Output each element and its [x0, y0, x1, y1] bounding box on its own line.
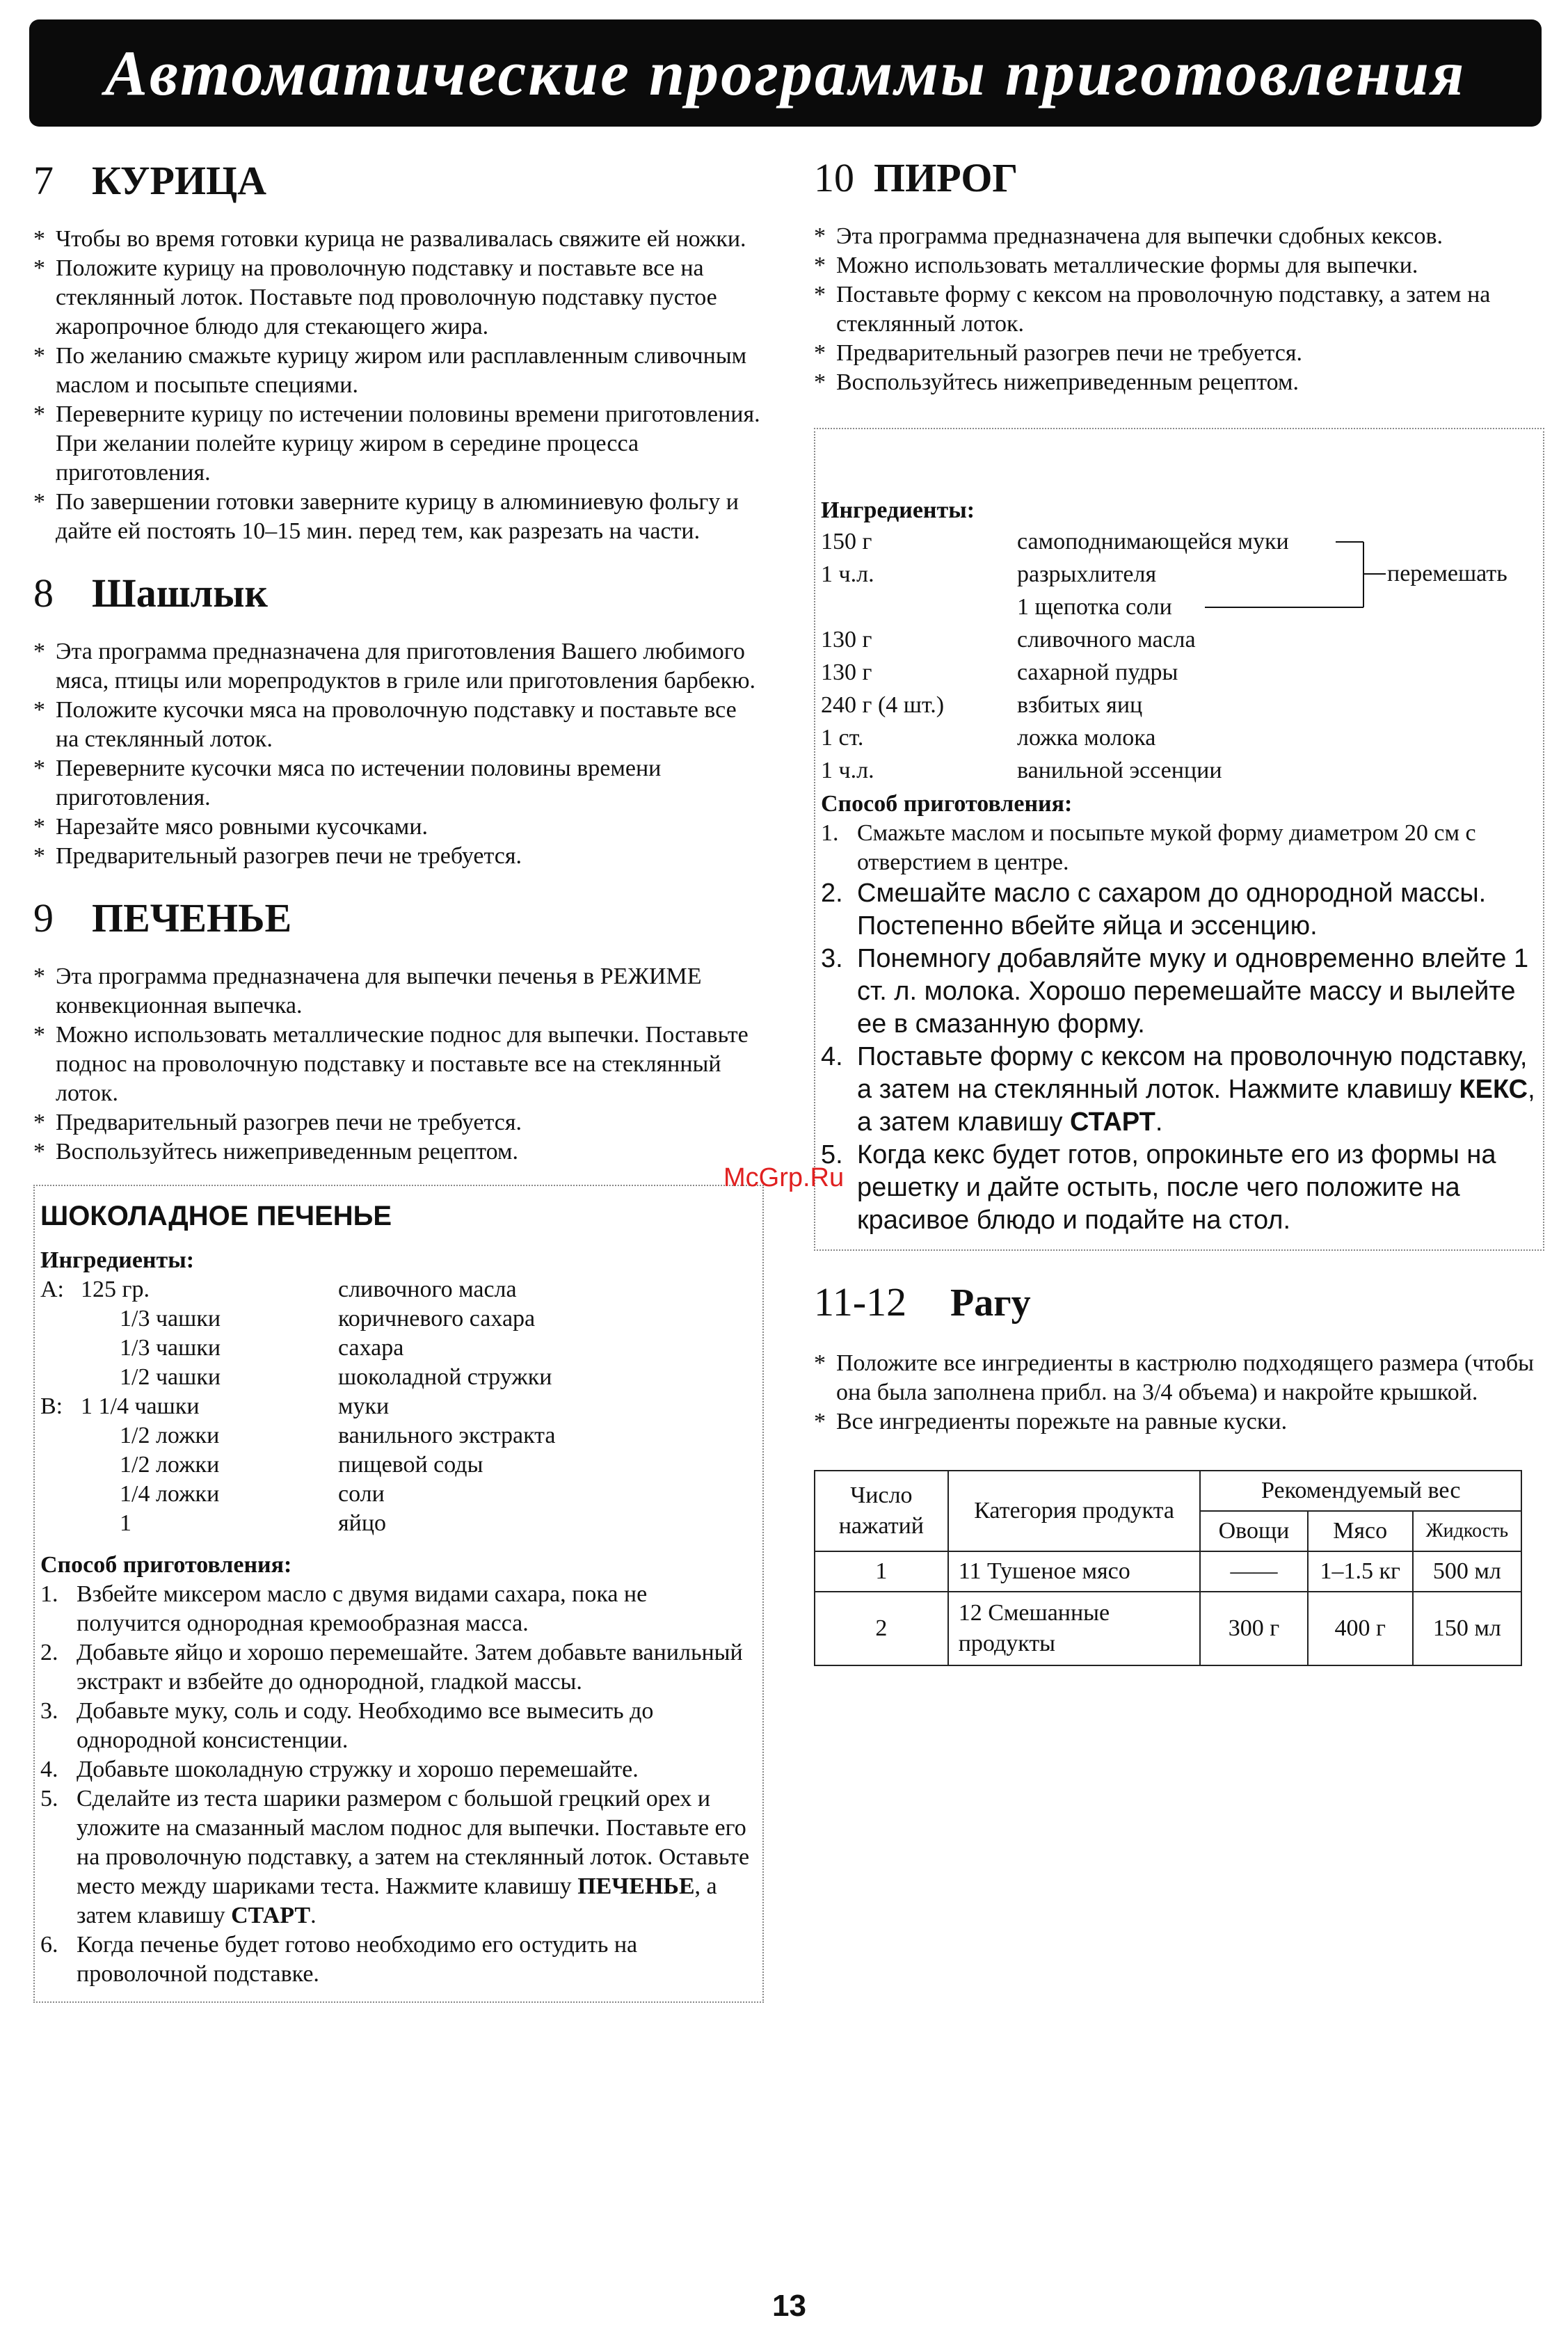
- step-text: Поставьте форму с кексом на проволочную подставку, а затем на стеклянный лоток. Нажмите клавишу: [857, 1042, 1528, 1104]
- ingredient-row: [40, 1450, 755, 1480]
- bullet: * Предварительный разогрев печи не требуется.: [814, 339, 1544, 368]
- bullet: * Воспользуйтесь нижеприведенным рецептом.: [814, 368, 1544, 397]
- recipe-cake: [814, 428, 1544, 1251]
- cell-category: 11 Тушеное мясо: [948, 1551, 1201, 1592]
- ingredient-name: 1 щепотка соли: [1017, 594, 1172, 620]
- right-column: [814, 146, 1544, 1666]
- cell-press: 2: [815, 1592, 948, 1665]
- ingredient-qty: 125 гр.: [81, 1277, 150, 1302]
- header-liquid: Жидкость: [1413, 1511, 1521, 1551]
- step-text: Когда печенье будет готово необходимо его остудить на проволочной подставке.: [77, 1932, 638, 1987]
- step-number: 3.: [40, 1698, 58, 1724]
- step-number: 4.: [40, 1757, 58, 1782]
- section-title: ПИРОГ: [874, 155, 1018, 200]
- section-title: КУРИЦА: [92, 158, 267, 203]
- bullet: * Предварительный разогрев печи не требуется.: [33, 1108, 764, 1137]
- ingredient-name: сливочного масла: [338, 1277, 517, 1302]
- bullet: * Все ингредиенты порежьте на равные куски.: [814, 1407, 1544, 1437]
- section-number: 10: [814, 155, 854, 200]
- method-step: [821, 877, 1536, 943]
- method-step: [821, 1041, 1536, 1139]
- key-name: СТАРТ: [231, 1903, 311, 1928]
- section-title: Шашлык: [92, 570, 268, 616]
- step-text: Смажьте маслом и посыпьте мукой форму диаметром 20 см с отверстием в центре.: [857, 820, 1476, 875]
- ingredient-row: [40, 1334, 755, 1363]
- header-weight: Рекомендуемый вес: [1200, 1471, 1521, 1511]
- header-veg: Овощи: [1200, 1511, 1307, 1551]
- bullet: * Эта программа предназначена для приготовления Вашего любимого мяса, птицы или морепродуктов в гриле или приготовления барбекю.: [33, 637, 764, 696]
- method-step: [40, 1697, 755, 1755]
- step-text: Взбейте миксером масло с двумя видами сахара, пока не получится однородная кремообразная масса.: [77, 1581, 648, 1636]
- ingredient-name: ложка молока: [1017, 725, 1156, 751]
- ingredient-row: [821, 721, 1536, 754]
- cell-category: 12 Смешанные продукты: [948, 1592, 1201, 1665]
- cell-veg: 300 г: [1200, 1592, 1307, 1665]
- step-text: Добавьте муку, соль и соду. Необходимо все вымесить до однородной консистенции.: [77, 1698, 654, 1753]
- key-name: ПЕЧЕНЬЕ: [577, 1873, 695, 1899]
- step-number: 2.: [40, 1640, 58, 1665]
- ingredient-name: шоколадной стружки: [338, 1364, 552, 1390]
- header-banner: [29, 19, 1542, 127]
- step-number: 5.: [821, 1140, 843, 1169]
- step-number: 6.: [40, 1932, 58, 1958]
- method-steps: [40, 1580, 755, 1989]
- ingredient-name: взбитых яиц: [1017, 692, 1143, 718]
- method-step: [40, 1755, 755, 1784]
- bullet: * По завершении готовки заверните курицу в алюминиевую фольгу и дайте ей постоять 10–15 мин. перед тем, как разрезать на части.: [33, 488, 764, 546]
- section-ragout: [814, 1279, 1544, 1437]
- ingredients-label: Ингредиенты:: [821, 497, 975, 523]
- ingredient-qty: 150 г: [821, 529, 872, 554]
- ingredient-name: самоподнимающейся муки: [1017, 529, 1289, 554]
- ingredient-row: [40, 1392, 755, 1421]
- ingredient-row: [40, 1363, 755, 1392]
- header-category: Категория продукта: [948, 1471, 1201, 1551]
- ingredient-qty: 1/3 чашки: [120, 1335, 221, 1361]
- step-text: .: [310, 1903, 317, 1928]
- method-steps: [821, 819, 1536, 1237]
- ingredient-name: сахарной пудры: [1017, 659, 1178, 685]
- ingredients-list: [821, 525, 1536, 787]
- bullet: * Чтобы во время готовки курица не разваливалась свяжите ей ножки.: [33, 225, 764, 254]
- method-label: Способ приготовления:: [821, 791, 1073, 817]
- ingredient-name: сливочного масла: [1017, 627, 1196, 653]
- method-label: Способ приготовления:: [40, 1552, 292, 1578]
- step-text: Добавьте шоколадную стружку и хорошо перемешайте.: [77, 1757, 639, 1782]
- ingredient-name: коричневого сахара: [338, 1306, 536, 1332]
- ingredient-name: пищевой соды: [338, 1452, 483, 1478]
- watermark-link[interactable]: McGrp.Ru: [723, 1163, 845, 1192]
- section-chicken: [33, 157, 764, 546]
- method-step: [40, 1784, 755, 1930]
- section-number: 9: [33, 895, 54, 941]
- key-name: КЕКС: [1459, 1075, 1528, 1104]
- section-shashlik: [33, 570, 764, 871]
- ingredient-name: ванильного экстракта: [338, 1423, 556, 1448]
- header-press: Число нажатий: [815, 1471, 948, 1551]
- cell-press: 1: [815, 1551, 948, 1592]
- ingredient-row: [40, 1275, 755, 1304]
- section-cookies: [33, 895, 764, 1167]
- ingredient-name: ванильной эссенции: [1017, 758, 1222, 783]
- ingredient-qty: 1: [120, 1510, 131, 1536]
- recipe-chocolate-cookies: [33, 1185, 764, 2003]
- step-number: 5.: [40, 1786, 58, 1812]
- step-text: Понемногу добавляйте муку и одновременно влейте 1 ст. л. молока. Хорошо перемешайте массу и вылейте ее в смазанную форму.: [857, 944, 1529, 1039]
- step-text: Смешайте масло с сахаром до однородной массы. Постепенно вбейте яйца и эссенцию.: [857, 879, 1487, 941]
- ingredient-name: яйцо: [338, 1510, 387, 1536]
- section-title: Рагу: [950, 1281, 1031, 1325]
- bullet: * Положите кусочки мяса на проволочную подставку и поставьте все на стеклянный лоток.: [33, 696, 764, 754]
- section-number: 8: [33, 570, 54, 616]
- method-step: [40, 1638, 755, 1697]
- bullet: * Предварительный разогрев печи не требуется.: [33, 842, 764, 871]
- section-cake: [814, 154, 1544, 397]
- ingredient-group: B:: [40, 1393, 63, 1419]
- ingredient-name: муки: [338, 1393, 390, 1419]
- ingredient-group: A:: [40, 1277, 64, 1302]
- step-text: Добавьте яйцо и хорошо перемешайте. Затем добавьте ванильный экстракт и взбейте до однородной, гладкой массы.: [77, 1640, 743, 1695]
- cell-veg: ——: [1200, 1551, 1307, 1592]
- key-name: СТАРТ: [1070, 1107, 1155, 1137]
- bullet: * Переверните кусочки мяса по истечении половины времени приготовления.: [33, 754, 764, 813]
- ingredient-qty: 1 ч.л.: [821, 758, 874, 783]
- method-step: [821, 943, 1536, 1041]
- step-number: 3.: [821, 944, 843, 973]
- ingredient-qty: 1 ч.л.: [821, 561, 874, 587]
- step-number: 1.: [40, 1581, 58, 1607]
- method-step: [40, 1580, 755, 1638]
- cell-liquid: 150 мл: [1413, 1592, 1521, 1665]
- recipe-title: ШОКОЛАДНОЕ ПЕЧЕНЬЕ: [40, 1201, 392, 1231]
- ingredient-name: сахара: [338, 1335, 404, 1361]
- ingredient-row: [40, 1304, 755, 1334]
- step-text: Когда кекс будет готов, опрокиньте его из формы на решетку и дайте остыть, после чего положите на красивое блюдо и подайте на стол.: [857, 1140, 1496, 1235]
- ingredient-row: [40, 1509, 755, 1538]
- ingredient-qty: 1/2 ложки: [120, 1452, 220, 1478]
- bullet: * Поставьте форму с кексом на проволочную подставку, а затем на стеклянный лоток.: [814, 280, 1544, 339]
- bullet: * Положите курицу на проволочную подставку и поставьте все на стеклянный лоток. Поставьте под проволочную подставку пустое жаропрочное блюдо для стекающего жира.: [33, 254, 764, 342]
- method-step: [821, 1139, 1536, 1237]
- bullet: * Эта программа предназначена для выпечки печенья в РЕЖИМЕ конвекционная выпечка.: [33, 962, 764, 1021]
- ingredient-qty: 1/4 ложки: [120, 1481, 220, 1507]
- ingredient-qty: 1/3 чашки: [120, 1306, 221, 1332]
- ragout-table: [814, 1470, 1522, 1666]
- bullet: * Положите все ингредиенты в кастрюлю подходящего размера (чтобы она была заполнена прибл. на 3/4 объема) и накройте крышкой.: [814, 1349, 1544, 1407]
- step-text: .: [1155, 1107, 1163, 1137]
- ingredient-qty: 240 г (4 шт.): [821, 692, 945, 718]
- ingredient-row: [821, 689, 1536, 721]
- ingredient-row: [40, 1421, 755, 1450]
- bullet: * Можно использовать металлические формы для выпечки.: [814, 251, 1544, 280]
- ingredients-list: [40, 1275, 755, 1538]
- ingredient-row: [821, 656, 1536, 689]
- ingredient-qty: 1/2 чашки: [120, 1364, 221, 1390]
- mix-label: перемешать: [1387, 561, 1507, 586]
- bullet: * Переверните курицу по истечении половины времени приготовления. При желании полейте курицу жиром в середине процесса приготовления.: [33, 400, 764, 488]
- section-number: 7: [33, 158, 54, 203]
- step-text: , а затем клавишу: [857, 1075, 1535, 1137]
- table-row: [815, 1551, 1521, 1592]
- step-number: 1.: [821, 820, 839, 846]
- step-number: 2.: [821, 879, 843, 908]
- ingredient-qty: 1 1/4 чашки: [81, 1393, 200, 1419]
- ingredient-name: соли: [338, 1481, 385, 1507]
- ingredient-name: разрыхлителя: [1017, 561, 1157, 587]
- ingredient-qty: 1 ст.: [821, 725, 864, 751]
- method-step: [40, 1930, 755, 1989]
- ingredients-label: Ингредиенты:: [40, 1247, 195, 1273]
- ingredient-qty: 1/2 ложки: [120, 1423, 220, 1448]
- bullet: * По желанию смажьте курицу жиром или расплавленным сливочным маслом и посыпьте специями.: [33, 342, 764, 400]
- cell-meat: 400 г: [1308, 1592, 1413, 1665]
- bullet: * Эта программа предназначена для выпечки сдобных кексов.: [814, 222, 1544, 251]
- bullet: * Воспользуйтесь нижеприведенным рецептом.: [33, 1137, 764, 1167]
- method-step: [821, 819, 1536, 877]
- ingredient-row: [40, 1480, 755, 1509]
- step-number: 4.: [821, 1042, 843, 1071]
- ingredient-qty: 130 г: [821, 627, 872, 653]
- cell-meat: 1–1.5 кг: [1308, 1551, 1413, 1592]
- page-number: 13: [772, 2289, 806, 2323]
- bullet: * Можно использовать металлические поднос для выпечки. Поставьте поднос на проволочную подставку и поставьте все на стеклянный лоток.: [33, 1021, 764, 1108]
- left-column: [33, 146, 764, 2003]
- header-meat: Мясо: [1308, 1511, 1413, 1551]
- bullet: * Нарезайте мясо ровными кусочками.: [33, 813, 764, 842]
- cell-liquid: 500 мл: [1413, 1551, 1521, 1592]
- step-text: , а затем клавишу: [77, 1873, 717, 1928]
- page-title: Автоматические программы приготовления: [104, 38, 1466, 109]
- table-row: [815, 1592, 1521, 1665]
- ingredient-qty: 130 г: [821, 659, 872, 685]
- step-text: Сделайте из теста шарики размером с большой грецкий орех и уложите на смазанный маслом поднос для выпечки. Поставьте его на проволочную подставку, а затем на стеклянный лоток. Оставьте место между шариками теста. Нажмите клавишу: [77, 1786, 750, 1899]
- ingredient-row: [821, 754, 1536, 787]
- section-number: 11-12: [814, 1279, 907, 1325]
- section-title: ПЕЧЕНЬЕ: [92, 895, 292, 941]
